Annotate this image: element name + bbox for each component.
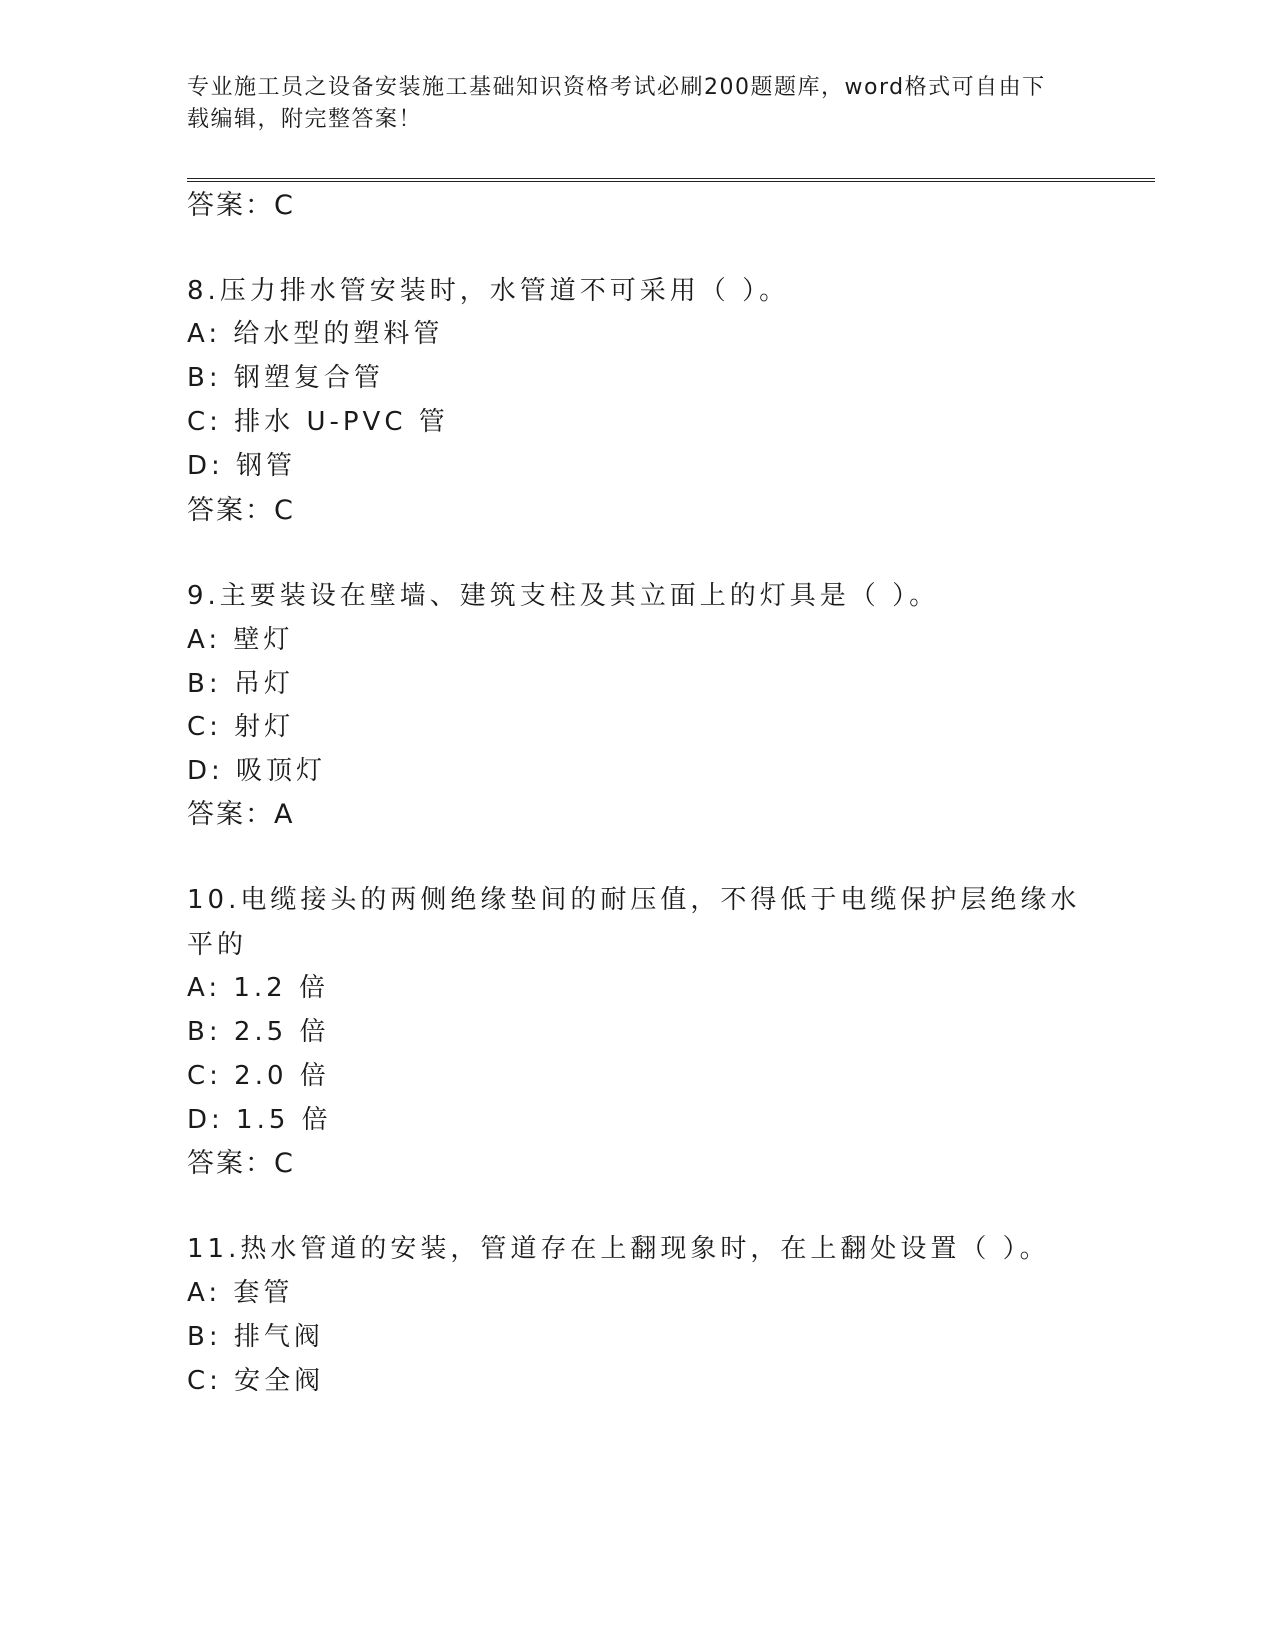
- question-stem: 11.热水管道的安装，管道存在上翻现象时，在上翻处设置（ ）。: [187, 1234, 1050, 1264]
- option-a: A: 给水型的塑料管: [187, 319, 444, 349]
- answer-line: 答案：C: [187, 495, 295, 526]
- answer-line: 答案：C: [187, 190, 295, 221]
- option-a: A: 1.2 倍: [187, 973, 329, 1003]
- option-a: A: 壁灯: [187, 625, 294, 655]
- option-d: D: 吸顶灯: [187, 756, 327, 786]
- answer-line: 答案：A: [187, 799, 295, 830]
- option-b: B: 2.5 倍: [187, 1017, 330, 1047]
- header-divider: [187, 178, 1155, 182]
- question-stem: 8.压力排水管安装时，水管道不可采用（ ）。: [187, 276, 790, 306]
- option-b: B: 钢塑复合管: [187, 363, 384, 393]
- option-c: C: 排水 U-PVC 管: [187, 407, 449, 437]
- question-stem: 10.电缆接头的两侧绝缘垫间的耐压值，不得低于电缆保护层绝缘水平的: [187, 885, 1081, 960]
- document-header: 专业施工员之设备安装施工基础知识资格考试必刷200题题库，word格式可自由下载编辑，附完整答案！: [187, 75, 1046, 132]
- option-d: D: 钢管: [187, 451, 297, 481]
- option-c: C: 2.0 倍: [187, 1061, 330, 1091]
- option-b: B: 排气阀: [187, 1322, 324, 1352]
- question-stem: 9.主要装设在壁墙、建筑支柱及其立面上的灯具是（ ）。: [187, 581, 940, 611]
- option-c: C: 射灯: [187, 712, 295, 742]
- option-b: B: 吊灯: [187, 669, 294, 699]
- option-c: C: 安全阀: [187, 1366, 325, 1396]
- option-d: D: 1.5 倍: [187, 1105, 332, 1135]
- answer-line: 答案：C: [187, 1148, 295, 1179]
- option-a: A: 套管: [187, 1278, 294, 1308]
